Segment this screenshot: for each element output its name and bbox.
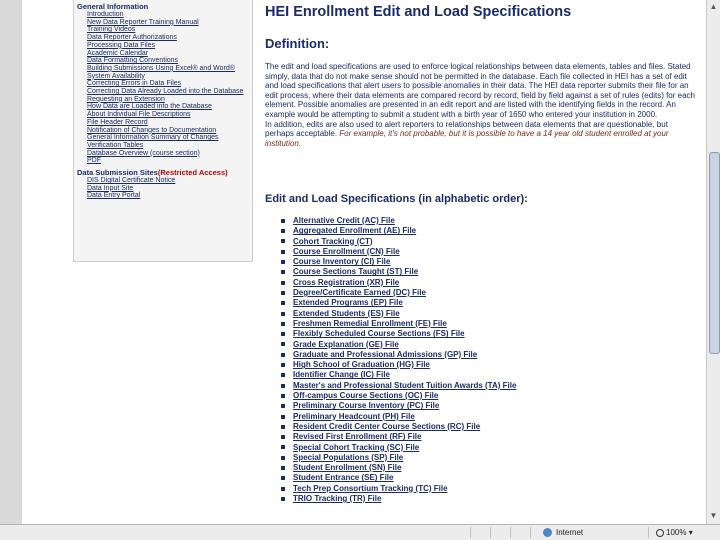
spec-link[interactable]: TRIO Tracking (TR) File: [293, 494, 382, 504]
status-divider: [490, 527, 491, 538]
bullet-icon: [281, 219, 285, 223]
sidebar-link[interactable]: Academic Calendar: [87, 49, 149, 57]
spec-link[interactable]: Master's and Professional Student Tuition Awards (TA) File: [293, 380, 517, 390]
bullet-icon: [281, 363, 285, 367]
bullet-icon: [281, 239, 285, 243]
spec-list-item: [281, 257, 516, 267]
spec-link[interactable]: Special Populations (SP) File: [293, 452, 404, 462]
sidebar-submission-list: [77, 177, 248, 200]
definition-example: For example, it's not probable, but it is possible to have a 14 year old student enrolled at your institution.: [265, 129, 669, 148]
spec-list-item: [281, 360, 516, 370]
spec-link[interactable]: Extended Students (ES) File: [293, 308, 400, 318]
sidebar-link[interactable]: Correcting Errors in Data Files: [87, 80, 182, 88]
spec-link[interactable]: Grade Explanation (GE) File: [293, 339, 399, 349]
bullet-icon: [281, 291, 285, 295]
sidebar-link[interactable]: Verification Tables: [87, 141, 144, 149]
sidebar-link[interactable]: How Data are Loaded into the Database: [87, 103, 212, 111]
spec-link[interactable]: Identifier Change (IC) File: [293, 370, 390, 380]
spec-list-item: [281, 340, 516, 350]
bullet-icon: [281, 445, 285, 449]
security-zone[interactable]: [543, 527, 583, 538]
sidebar-link[interactable]: New Data Reporter Training Manual: [87, 18, 199, 26]
spec-link[interactable]: Course Inventory (CI) File: [293, 257, 391, 267]
zoom-control[interactable]: 100% ▾: [656, 527, 693, 538]
bullet-icon: [281, 353, 285, 357]
spec-list-item: [281, 319, 516, 329]
bullet-icon: [281, 229, 285, 233]
sidebar-link[interactable]: Correcting Data Already Loaded into the Database: [87, 88, 244, 96]
specs-heading: Edit and Load Specifications (in alphabetic order):: [265, 193, 528, 205]
web-page: [22, 0, 706, 524]
definition-paragraph-2: In addition, edits are also used to alert reporters to relationships between data elements that are questionable, but perhaps acceptable.: [265, 119, 668, 139]
bullet-icon: [281, 404, 285, 408]
spec-list-item: [281, 484, 516, 494]
sidebar-link[interactable]: DIS Digital Certificate Notice: [87, 177, 176, 185]
bullet-icon: [281, 384, 285, 388]
spec-list-item: [281, 216, 516, 226]
zone-label: Internet: [556, 528, 584, 537]
sidebar-link[interactable]: PDF: [87, 157, 101, 165]
bullet-icon: [281, 497, 285, 501]
spec-link[interactable]: Student Entrance (SE) File: [293, 473, 394, 483]
spec-link[interactable]: Cross Registration (XR) File: [293, 277, 400, 287]
spec-list-item: [281, 329, 516, 339]
spec-link[interactable]: Graduate and Professional Admissions (GP) File: [293, 349, 478, 359]
sidebar-general-heading: General Information: [77, 2, 149, 11]
zoom-icon: [656, 529, 664, 537]
submission-heading-label: Data Submission Sites: [77, 168, 158, 178]
bullet-icon: [281, 435, 285, 439]
sidebar-link[interactable]: Training Videos: [87, 26, 136, 34]
spec-list-item: [281, 298, 516, 308]
bullet-icon: [281, 476, 285, 480]
spec-link[interactable]: Course Enrollment (CN) File: [293, 246, 400, 256]
bullet-icon: [281, 270, 285, 274]
spec-list-item: [281, 247, 516, 257]
bullet-icon: [281, 281, 285, 285]
spec-link[interactable]: Revised First Enrollment (RF) File: [293, 432, 422, 442]
definition-paragraph: The edit and load specifications are used to enforce logical relationships between data elements, tables and files. Stated simply, data that do not make sense should not be permitted in the database. Each file collected in HEI has a set of edit and load specifications that alert users to possible anomalies in their data. The HEI data reporter submits their file for an edit process, where their data elements are compared record by record, field by field against a set of rules (edits) for each element. Possible anomalies are presented in an edit report and are listed with the identifying fields in the record. An example would be attempting to submit a student with a birth year of 1650 who entered your institution in 2000.: [265, 62, 695, 119]
bullet-icon: [281, 301, 285, 305]
spec-list: [281, 216, 516, 504]
bullet-icon: [281, 466, 285, 470]
sidebar-link[interactable]: Introduction: [87, 11, 124, 18]
sidebar-link[interactable]: Data Reporter Authorizations: [87, 34, 177, 42]
bullet-icon: [281, 250, 285, 254]
bullet-icon: [281, 332, 285, 336]
spec-link[interactable]: Preliminary Course Inventory (PC) File: [293, 401, 440, 411]
sidebar-link[interactable]: Data Entry Portal: [87, 192, 141, 200]
bullet-icon: [281, 342, 285, 346]
scroll-down-icon[interactable]: ▼: [709, 511, 718, 520]
spec-list-item: [281, 453, 516, 463]
sidebar-link[interactable]: System Availability: [87, 72, 145, 80]
spec-link[interactable]: Tech Prep Consortium Tracking (TC) File: [293, 483, 448, 493]
page-title: HEI Enrollment Edit and Load Specifications: [265, 4, 572, 20]
spec-list-item: [281, 473, 516, 483]
spec-list-item: [281, 494, 516, 504]
bullet-icon: [281, 260, 285, 264]
spec-link[interactable]: Special Cohort Tracking (SC) File: [293, 442, 420, 452]
definition-text: [265, 62, 697, 148]
spec-link[interactable]: Degree/Certificate Earned (DC) File: [293, 288, 426, 298]
status-bar: [0, 524, 720, 540]
spec-list-item: [281, 432, 516, 442]
bullet-icon: [281, 425, 285, 429]
sidebar-link[interactable]: About Individual File Descriptions: [87, 111, 191, 119]
sidebar-link[interactable]: Data Formatting Conventions: [87, 57, 179, 65]
spec-list-item: [281, 443, 516, 453]
bullet-icon: [281, 415, 285, 419]
sidebar-link[interactable]: File Header Record: [87, 118, 148, 126]
spec-list-item: [281, 309, 516, 319]
sidebar-link[interactable]: Requesting an Extension: [87, 95, 165, 103]
spec-link[interactable]: Aggregated Enrollment (AE) File: [293, 226, 417, 236]
bullet-icon: [281, 456, 285, 460]
spec-list-item: [281, 267, 516, 277]
bullet-icon: [281, 322, 285, 326]
spec-link[interactable]: Course Sections Taught (ST) File: [293, 267, 419, 277]
spec-link[interactable]: Freshmen Remedial Enrollment (FE) File: [293, 318, 447, 328]
spec-list-item: [281, 370, 516, 380]
spec-list-item: [281, 226, 516, 236]
sidebar-link[interactable]: Notification of Changes to Documentation: [87, 126, 217, 134]
bullet-icon: [281, 312, 285, 316]
sidebar: [73, 0, 253, 262]
definition-heading: Definition:: [265, 36, 330, 51]
sidebar-link[interactable]: General Information Summary of Changes: [87, 134, 219, 142]
bullet-icon: [281, 487, 285, 491]
sidebar-link[interactable]: Building Submissions Using Excel® and Word®: [87, 64, 235, 72]
spec-link[interactable]: Alternative Credit (AC) File: [293, 216, 395, 225]
spec-list-item: [281, 288, 516, 298]
spec-link[interactable]: Preliminary Headcount (PH) File: [293, 411, 415, 421]
spec-list-item: [281, 412, 516, 422]
sidebar-general-list: [77, 11, 248, 165]
spec-link[interactable]: Cohort Tracking (CT): [293, 236, 373, 246]
left-gutter: [0, 0, 22, 524]
spec-list-item: [281, 350, 516, 360]
zoom-label: 100%: [666, 528, 687, 537]
status-divider: [648, 527, 649, 538]
spec-link[interactable]: Extended Programs (EP) File: [293, 298, 403, 308]
sidebar-link[interactable]: Database Overview (course section): [87, 149, 200, 157]
status-divider: [470, 527, 471, 538]
spec-link[interactable]: Resident Credit Center Course Sections (RC) File: [293, 421, 481, 431]
globe-icon: [543, 528, 552, 537]
status-divider: [530, 527, 531, 538]
spec-list-item: [281, 463, 516, 473]
sidebar-submission-heading: [77, 168, 248, 177]
scroll-thumb[interactable]: [709, 152, 720, 354]
status-divider: [510, 527, 511, 538]
spec-list-item: [281, 278, 516, 288]
spec-list-item: [281, 391, 516, 401]
vertical-scrollbar[interactable]: [706, 0, 720, 524]
scroll-up-icon[interactable]: ▲: [709, 2, 718, 11]
spec-list-item: [281, 381, 516, 391]
sidebar-link[interactable]: Data Input Site: [87, 184, 134, 192]
spec-list-item: [281, 237, 516, 247]
restricted-access-label: (Restricted Access): [157, 168, 228, 178]
spec-link[interactable]: Student Enrollment (SN) File: [293, 463, 402, 473]
spec-link[interactable]: Flexibly Scheduled Course Sections (FS) File: [293, 329, 465, 339]
bullet-icon: [281, 373, 285, 377]
spec-list-item: [281, 422, 516, 432]
spec-list-item: [281, 401, 516, 411]
spec-link[interactable]: High School of Graduation (HG) File: [293, 360, 430, 370]
bullet-icon: [281, 394, 285, 398]
spec-link[interactable]: Off-campus Course Sections (OC) File: [293, 391, 439, 401]
sidebar-link[interactable]: Processing Data Files: [87, 41, 156, 49]
